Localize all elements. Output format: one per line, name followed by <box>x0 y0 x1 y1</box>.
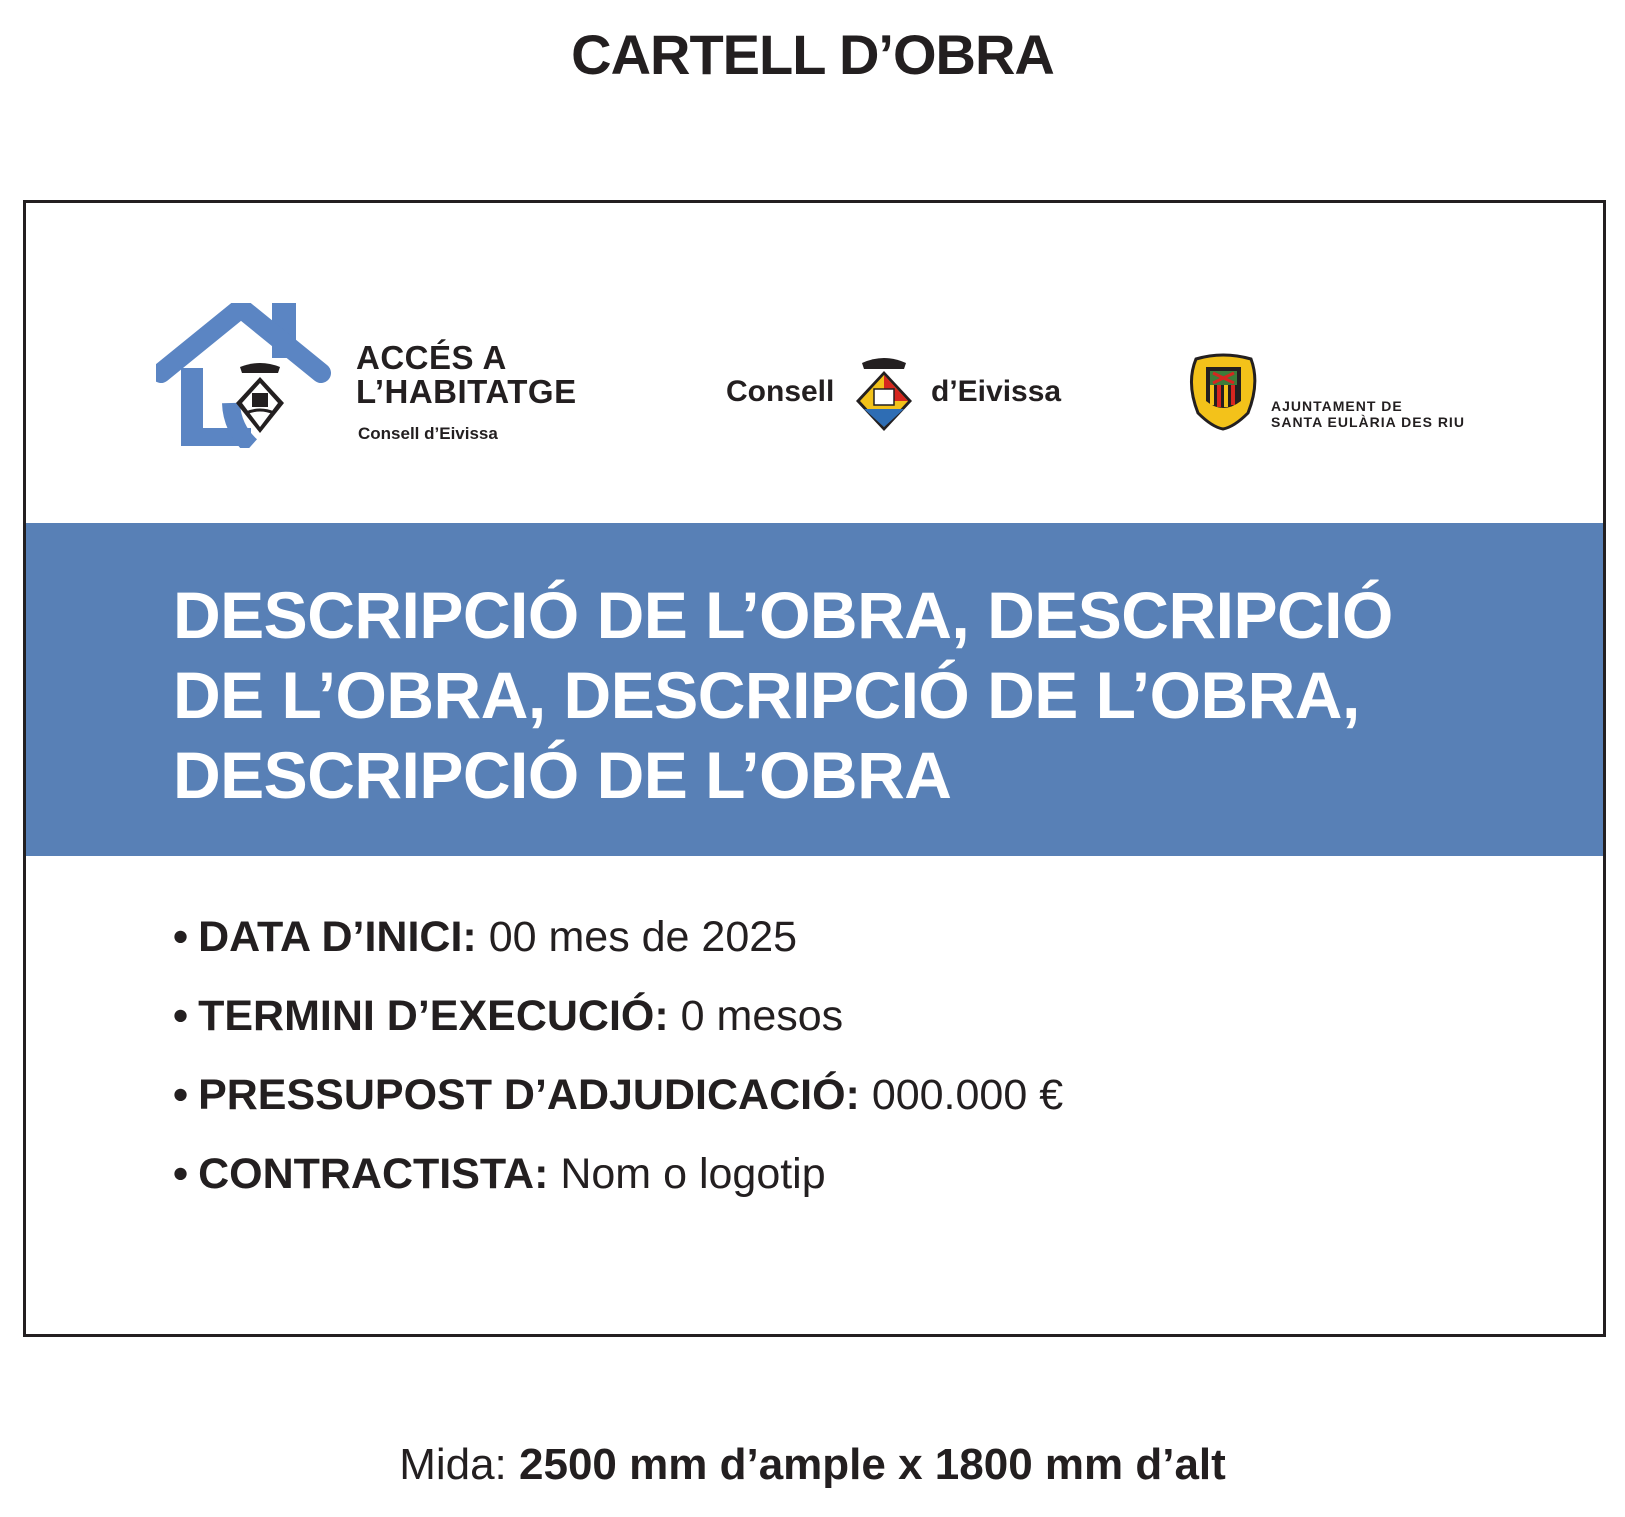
acces-title-line1: ACCÉS A <box>356 339 507 376</box>
detail-value: Nom o logotip <box>560 1150 826 1198</box>
detail-label: TERMINI D’EXECUCIÓ: <box>198 992 669 1040</box>
bullet: • <box>173 1150 189 1198</box>
detail-label: PRESSUPOST D’ADJUDICACIÓ: <box>198 1071 860 1119</box>
santa-eularia-text <box>1271 398 1465 430</box>
detail-value: 000.000 € <box>871 1071 1064 1119</box>
detail-contractor <box>173 1135 1063 1214</box>
bullet: • <box>173 913 189 961</box>
acces-habitatge-logo <box>156 303 606 448</box>
santa-eularia-line1: AJUNTAMENT DE <box>1271 398 1403 414</box>
deivissa-label: d’Eivissa <box>931 375 1062 408</box>
santa-eularia-line2: SANTA EULÀRIA DES RIU <box>1271 414 1465 430</box>
bullet: • <box>173 992 189 1040</box>
detail-execution-term <box>173 977 1063 1056</box>
consell-crest-icon <box>854 353 914 433</box>
work-description: DESCRIPCIÓ DE L’OBRA, DESCRIPCIÓ DE L’OBRA, DESCRIPCIÓ DE L’OBRA, DESCRIPCIÓ DE L’OBRA <box>173 578 1393 812</box>
size-value: 2500 mm d’ample x 1800 mm d’alt <box>519 1440 1226 1489</box>
detail-label: DATA D’INICI: <box>198 913 477 961</box>
detail-value: 0 mesos <box>680 992 844 1040</box>
size-label: Mida: <box>399 1440 507 1489</box>
detail-label: CONTRACTISTA: <box>198 1150 549 1198</box>
description-band <box>26 523 1603 856</box>
acces-title-line2: L’HABITATGE <box>356 373 577 410</box>
work-details-list <box>173 898 1063 1214</box>
sign-board <box>23 200 1606 1337</box>
consell-label: Consell <box>726 375 835 408</box>
santa-eularia-crest-icon <box>1186 353 1261 431</box>
acces-subtitle: Consell d’Eivissa <box>358 424 498 443</box>
detail-value: 00 mes de 2025 <box>488 913 798 961</box>
consell-eivissa-logo <box>726 353 1086 433</box>
house-icon <box>156 303 331 448</box>
page-title: CARTELL D’OBRA <box>571 23 1054 86</box>
bullet: • <box>173 1071 189 1119</box>
detail-start-date <box>173 898 1063 977</box>
acces-title <box>356 341 577 409</box>
logo-row <box>26 203 1603 523</box>
santa-eularia-logo <box>1186 353 1496 433</box>
size-footer <box>0 1440 1625 1490</box>
detail-budget <box>173 1056 1063 1135</box>
